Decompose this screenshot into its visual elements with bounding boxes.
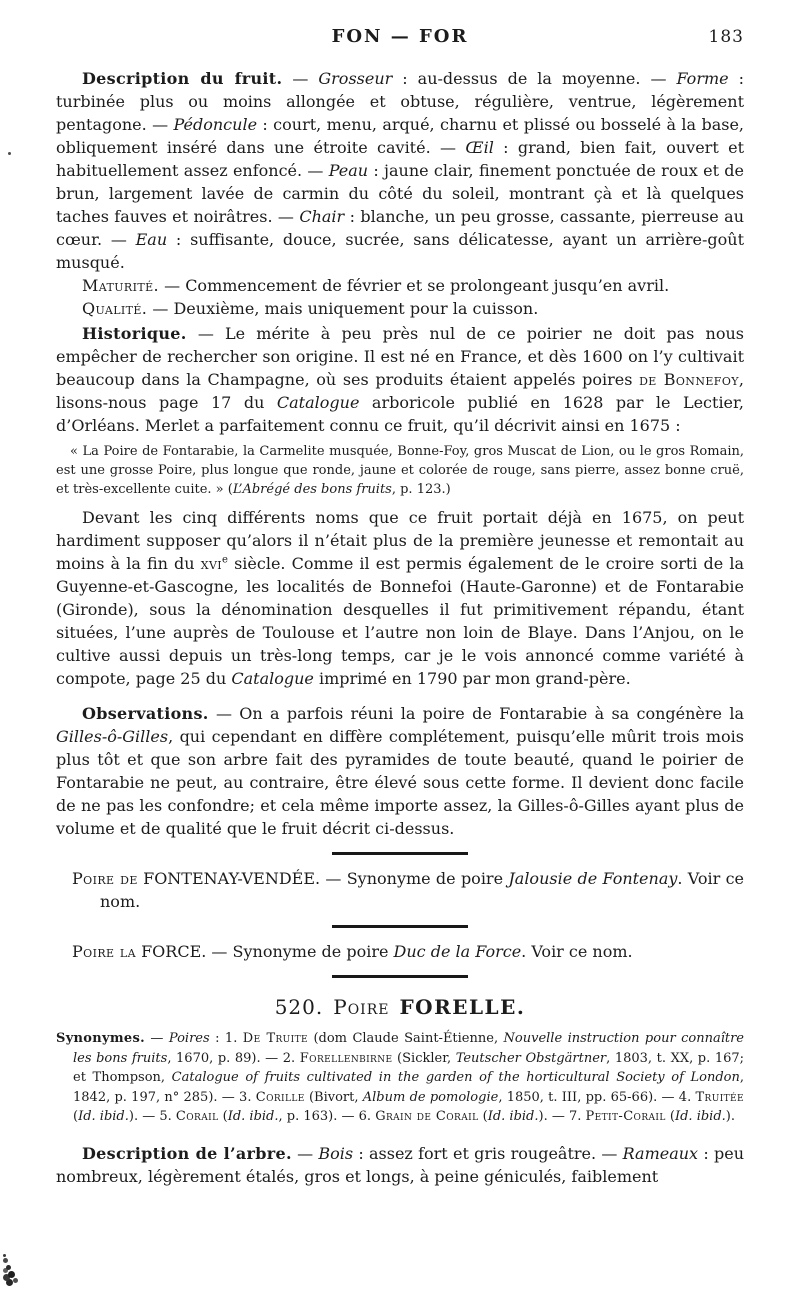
description-arbre-paragraph [56,1142,744,1188]
text-run: , 1670, p. 89). — 2. [167,1050,300,1066]
text-run: : turbinée plus ou moins allongée et obtuse, régulière, ventrue, légèrement pentagone. — [56,69,745,134]
text-run: , qui cependant en diffère complétement, puisqu’elle mûrit trois mois plus tôt et que son arbre fait des pyramides de toute beauté, quand le poirier de Fontarabie ne peut, au contraire, être élevé sous cette forme. Il devient donc facile de ne pas les confondre; et cela même importe assez, la Gilles-ô-Gilles ayant plus de volume et de qualité que le fruit décrit ci-dessus. [56,727,744,838]
text-run: — [144,1031,169,1046]
synonym-name: Forellenbirne [299,1050,393,1066]
text-run: arboricole publié en 1628 par le Lectier, d’Orléans. Merlet a parfaitement connu ce fruit, qu’il décrivit ainsi en 1675 : [56,393,745,435]
variety-heading [56,996,744,1019]
text-run: : blanche, un peu grosse, cassante, pierreuse au cœur. — [56,207,744,249]
term-rameaux: Rameaux [622,1143,699,1163]
text-run: — On a parfois réuni la poire de Fontarabie à sa congénère la [208,704,744,723]
term-pedoncule: Pédoncule [173,115,258,134]
origine-paragraph [56,506,744,690]
text-run: — Deuxième, mais uniquement pour la cuisson. [147,299,539,318]
book-title: L’Abrégé des bons fruits [232,482,392,497]
synonym-name: Grain de Corail [375,1109,479,1124]
variety-name: Duc de la Force [393,942,522,961]
maturite-line [56,274,744,297]
text-run: , 1850, t. III, pp. 65-66). — 4. [498,1089,696,1105]
paragraph-lead: Historique. [82,324,187,343]
maturite-label: Maturité. [82,276,160,295]
text-run: (Sickler, [392,1050,456,1066]
text-run: . Voir ce nom. [100,869,745,911]
paragraph-lead: Observations. [82,704,209,723]
book-title: Catalogue [276,393,360,412]
citation-idem: Id. ibid. [78,1109,129,1124]
text-run: ). [725,1109,736,1124]
entry-fontenay-vendee [56,867,744,913]
paragraph-lead: Description du fruit. [82,69,283,88]
text-run: , p. 163). — 6. [278,1109,376,1124]
text-run: ( [218,1109,228,1124]
text-run: : 1. [209,1031,243,1046]
text-run: FORCE. — Synonyme de poire [135,942,394,961]
text-run: , p. 123.) [391,482,451,497]
merlet-quotation [56,442,744,499]
text-run: : assez fort et gris rougeâtre. — [353,1143,623,1163]
text-run: : suffisante, douce, sucrée, sans délicatesse, ayant un arrière-goût musqué. [56,230,745,272]
qualite-line [56,297,744,320]
section-divider [332,975,468,978]
text-run: ( [73,1109,79,1124]
synonym-name: Petit-Corail [585,1109,666,1124]
text-run: — [291,1143,319,1163]
entry-lead: Poire la [72,942,136,961]
term-peau: Peau [328,161,369,180]
citation-idem: Id. ibid. [674,1109,726,1124]
historique-paragraph [56,322,744,437]
term-eau: Eau [135,230,168,249]
text-run: : au-dessus de la moyenne. — [392,69,677,88]
description-du-fruit-paragraph [56,67,744,274]
variety-name: FORELLE. [399,995,526,1019]
term-bois: Bois [318,1143,354,1163]
synonymes-paragraph [56,1029,744,1127]
variety-name: Gilles-ô-Gilles [56,727,169,746]
text-run: — [282,69,319,88]
book-title: Nouvelle instruction pour connaître les bons fruits [73,1031,744,1066]
text-run: , 1842, p. 197, n° 285). — 3. [73,1070,744,1105]
term-chair: Chair [299,207,345,226]
ink-dot [8,152,11,155]
text-run: ( [665,1109,675,1124]
synonym-name: Corail [175,1109,219,1124]
term-forme: Forme [676,69,729,88]
text-run: Devant les cinq différents noms que ce fruit portait déjà en 1675, on peut hardiment supposer qu’alors il n’était plus de la première jeunesse et remontait au moins à la fin du [56,508,744,573]
text-run: imprimé en 1790 par mon grand-père. [313,669,631,688]
text-run: siècle. Comme il est permis également de le croire sorti de la Guyenne-et-Gascogne, les localités de Bonnefoi (Haute-Garonne) et de Fontarabie (Gironde), sous la dénomination desquelles il fut primitivement répandu, étant situées, l’une auprès de Toulouse et l’autre non loin de Blaye. Dans l’Anjou, on le cultive aussi depuis un très-long temps, car je le vois annoncé comme variété à compote, page 25 du [56,554,744,688]
entry-force [56,940,744,963]
text-run: (Bivort, [304,1089,363,1105]
text-run: : court, menu, arqué, charnu et plissé ou bosselé à la base, obliquement inséré dans une étroite cavité. — [56,115,745,157]
book-title: Album de pomologie [362,1089,499,1105]
text-run: : peu nombreux, légèrement étalés, gros et longs, à peine géniculés, faiblement [56,1143,744,1186]
running-title: FON — FOR [331,26,469,47]
text-run: ). — 5. [128,1109,176,1124]
roman-numeral: xvi [200,554,223,573]
synonym-name: Corille [255,1089,305,1105]
text-run: FONTENAY-VENDÉE. — Synonyme de poire [137,869,509,888]
text-run: , 1803, t. XX, p. 167; et Thompson, [73,1050,745,1085]
book-title: Teutscher Obstgärtner [455,1050,607,1066]
text-run: , lisons-nous page 17 du [56,370,744,412]
text-run: : jaune clair, finement ponctuée de roux et de brun, largement lavée de carmin du côté du soleil, montrant çà et là quelques taches fauves et noirâtres. — [56,161,745,226]
entry-lead: Poire de [72,869,138,888]
text-run: ( [478,1109,488,1124]
ordinal-superscript: e [222,554,228,566]
text-run: : grand, bien fait, ouvert et habituellement assez enfoncé. — [56,138,745,180]
term-grosseur: Grosseur [318,69,393,88]
variety-kind: Poire [333,995,390,1019]
variety-number: 520. [274,995,324,1019]
citation-idem: Id. ibid. [487,1109,539,1124]
paragraph-lead: Description de l’arbre. [82,1143,292,1163]
book-title: Catalogue of fruits cultivated in the garden of the horticultural Society of London [171,1070,740,1085]
text-run: ). — 7. [538,1109,586,1124]
observations-paragraph [56,702,744,840]
name-bonnefoy: de Bonnefoy [639,370,739,389]
qualite-label: Qualité. [82,299,148,318]
section-divider [332,925,468,928]
text-run: . Voir ce nom. [521,942,633,961]
text-run: « La Poire de Fontarabie, la Carmelite musquée, Bonne-Foy, gros Muscat de Lion, ou le gros Romain, est une grosse Poire, plus longue que ronde, jaune et colorée de rouge, sans pierre, assez bonne cruë, et très-excellente cuite. » ( [56,444,744,497]
text-run: (dom Claude Saint-Étienne, [308,1031,504,1046]
citation-idem: Id. ibid. [227,1109,279,1124]
genus-word: Poires [168,1031,210,1046]
text-run: — Commencement de février et se prolongeant jusqu’en avril. [159,276,670,295]
section-divider [332,852,468,855]
synonym-name: Truitée [695,1089,744,1105]
variety-name: Jalousie de Fontenay [508,869,678,888]
paragraph-lead: Synonymes. [56,1031,145,1046]
text-run: — Le mérite à peu près nul de ce poirier ne doit pas nous empêcher de rechercher son origine. Il est né en France, et dès 1600 on l’y cultivait beaucoup dans la Champagne, où ses produits étaient appelés poires [56,324,744,389]
book-title: Catalogue [231,669,314,688]
page-number: 183 [708,27,744,47]
synonym-name: De Truite [242,1031,308,1046]
page-header [56,26,744,54]
ink-smudge [3,1254,6,1257]
term-oeil: Œil [465,138,494,157]
